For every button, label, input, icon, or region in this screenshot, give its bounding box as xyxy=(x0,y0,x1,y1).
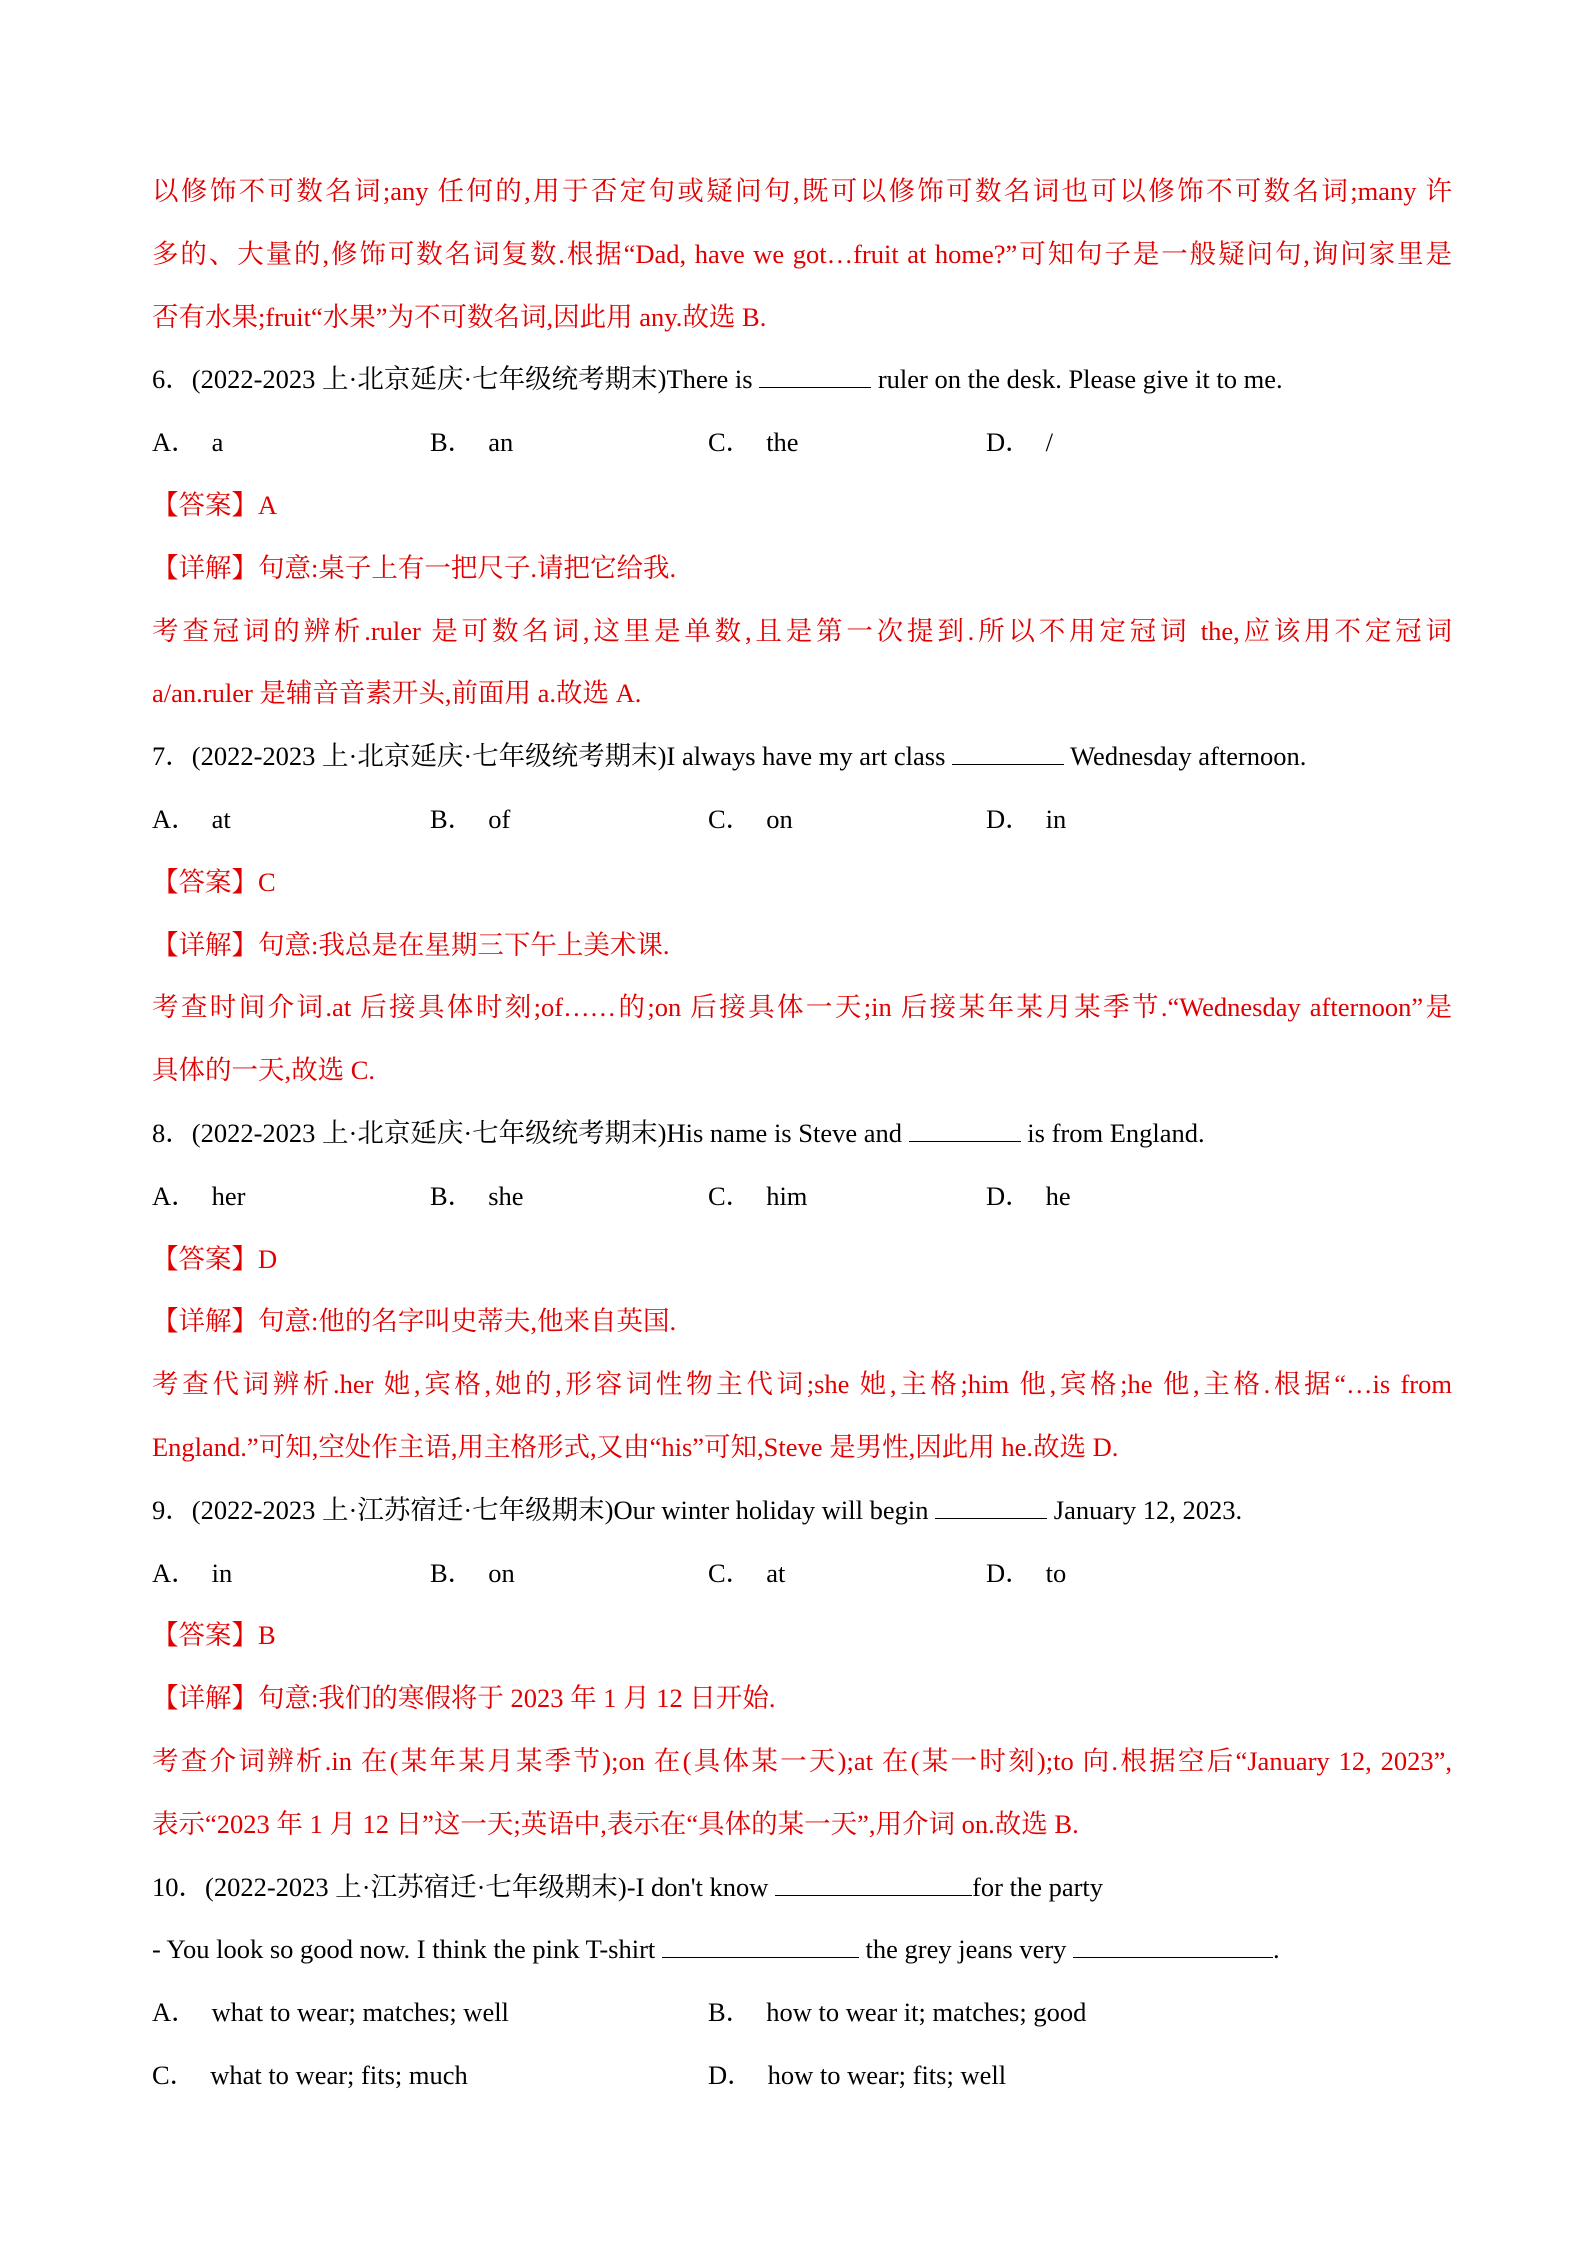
option-a: A． a xyxy=(152,427,224,458)
option-d: D． how to wear; fits; well xyxy=(708,2059,1007,2090)
question-6-answer: 【答案】A xyxy=(152,489,278,520)
question-10-stem: 10．(2022-2023 上·江苏宿迁·七年级期末)-I don't know for the party xyxy=(152,1871,1104,1902)
question-6-detail: 【详解】句意:桌子上有一把尺子.请把它给我. xyxy=(152,552,677,583)
question-8-answer: 【答案】D xyxy=(152,1243,278,1274)
option-c: C． him xyxy=(708,1180,808,1211)
option-d: D． he xyxy=(986,1180,1071,1211)
option-c: C． at xyxy=(708,1557,786,1588)
option-c: C． the xyxy=(708,427,799,458)
answer-blank xyxy=(1073,1935,1273,1958)
option-d: D． / xyxy=(986,427,1054,458)
option-a: A． at xyxy=(152,803,231,834)
question-9-detail: 【详解】句意:我们的寒假将于 2023 年 1 月 12 日开始. xyxy=(152,1683,776,1714)
option-b: B． an xyxy=(430,427,514,458)
option-c: C． what to wear; fits; much xyxy=(152,2059,468,2090)
question-7-detail: 【详解】句意:我总是在星期三下午上美术课. xyxy=(152,929,670,960)
question-8-stem: 8．(2022-2023 上·北京延庆·七年级统考期末)His name is Steve and is from England. xyxy=(152,1117,1205,1148)
document-page xyxy=(152,160,1452,2107)
explanation-line: 否有水果;fruit“水果”为不可数名词,因此用 any.故选 B. xyxy=(152,301,767,332)
explanation-line: 考查冠词的辨析.ruler 是可数名词,这里是单数,且是第一次提到.所以不用定冠词 the,应该用不定冠词 xyxy=(152,615,1452,646)
option-b: B． of xyxy=(430,803,511,834)
question-10-stem-line-2: - You look so good now. I think the pink T-shirt the grey jeans very . xyxy=(152,1934,1280,1965)
option-a: A． in xyxy=(152,1557,233,1588)
question-10-options-row-2 xyxy=(152,2044,1452,2107)
explanation-line: 考查介词辨析.in 在(某年某月某季节);on 在(具体某一天);at 在(某一时刻);to 向.根据空后“January 12, 2023”, xyxy=(152,1745,1452,1776)
question-10-options-row-1 xyxy=(152,1981,1452,2044)
question-7-stem: 7．(2022-2023 上·北京延庆·七年级统考期末)I always have my art class Wednesday afternoon. xyxy=(152,741,1307,772)
option-a: A． what to wear; matches; well xyxy=(152,1997,509,2028)
explanation-line: 考查代词辨析.her 她,宾格,她的,形容词性物主代词;she 她,主格;him 他,宾格;he 他,主格.根据“…is from xyxy=(152,1369,1452,1400)
option-c: C． on xyxy=(708,803,793,834)
explanation-line: a/an.ruler 是辅音音素开头,前面用 a.故选 A. xyxy=(152,678,642,709)
answer-blank xyxy=(935,1496,1047,1519)
explanation-line: 多的、大量的,修饰可数名词复数.根据“Dad, have we got…fruit at home?”可知句子是一般疑问句,询问家里是 xyxy=(152,238,1452,269)
explanation-line: 考查时间介词.at 后接具体时刻;of……的;on 后接具体一天;in 后接某年某月某季节.“Wednesday afternoon”是 xyxy=(152,992,1452,1023)
question-9-options xyxy=(152,1542,1452,1605)
question-8-detail: 【详解】句意:他的名字叫史蒂夫,他来自英国. xyxy=(152,1306,677,1337)
explanation-line: 表示“2023 年 1 月 12 日”这一天;英语中,表示在“具体的某一天”,用介词 on.故选 B. xyxy=(152,1808,1079,1839)
question-7-answer: 【答案】C xyxy=(152,866,276,897)
question-6-options xyxy=(152,411,1452,474)
option-b: B． on xyxy=(430,1557,515,1588)
answer-blank xyxy=(909,1119,1021,1142)
question-9-answer: 【答案】B xyxy=(152,1620,276,1651)
option-b: B． how to wear it; matches; good xyxy=(708,1997,1087,2028)
option-d: D． in xyxy=(986,803,1067,834)
explanation-line: 以修饰不可数名词;any 任何的,用于否定句或疑问句,既可以修饰可数名词也可以修饰不可数名词;many 许 xyxy=(152,176,1452,206)
answer-blank xyxy=(952,742,1064,765)
option-d: D． to xyxy=(986,1557,1067,1588)
answer-blank xyxy=(775,1873,972,1896)
option-a: A． her xyxy=(152,1180,246,1211)
question-9-stem: 9．(2022-2023 上·江苏宿迁·七年级期末)Our winter holiday will begin January 12, 2023. xyxy=(152,1494,1243,1525)
option-b: B． she xyxy=(430,1180,524,1211)
answer-blank xyxy=(662,1935,859,1958)
answer-blank xyxy=(759,365,871,388)
question-8-options xyxy=(152,1165,1452,1228)
explanation-line: England.”可知,空处作主语,用主格形式,又由“his”可知,Steve 是男性,因此用 he.故选 D. xyxy=(152,1431,1119,1462)
explanation-line: 具体的一天,故选 C. xyxy=(152,1055,376,1086)
question-7-options xyxy=(152,788,1452,851)
question-6-stem: 6．(2022-2023 上·北京延庆·七年级统考期末)There is ruler on the desk. Please give it to me. xyxy=(152,364,1283,395)
